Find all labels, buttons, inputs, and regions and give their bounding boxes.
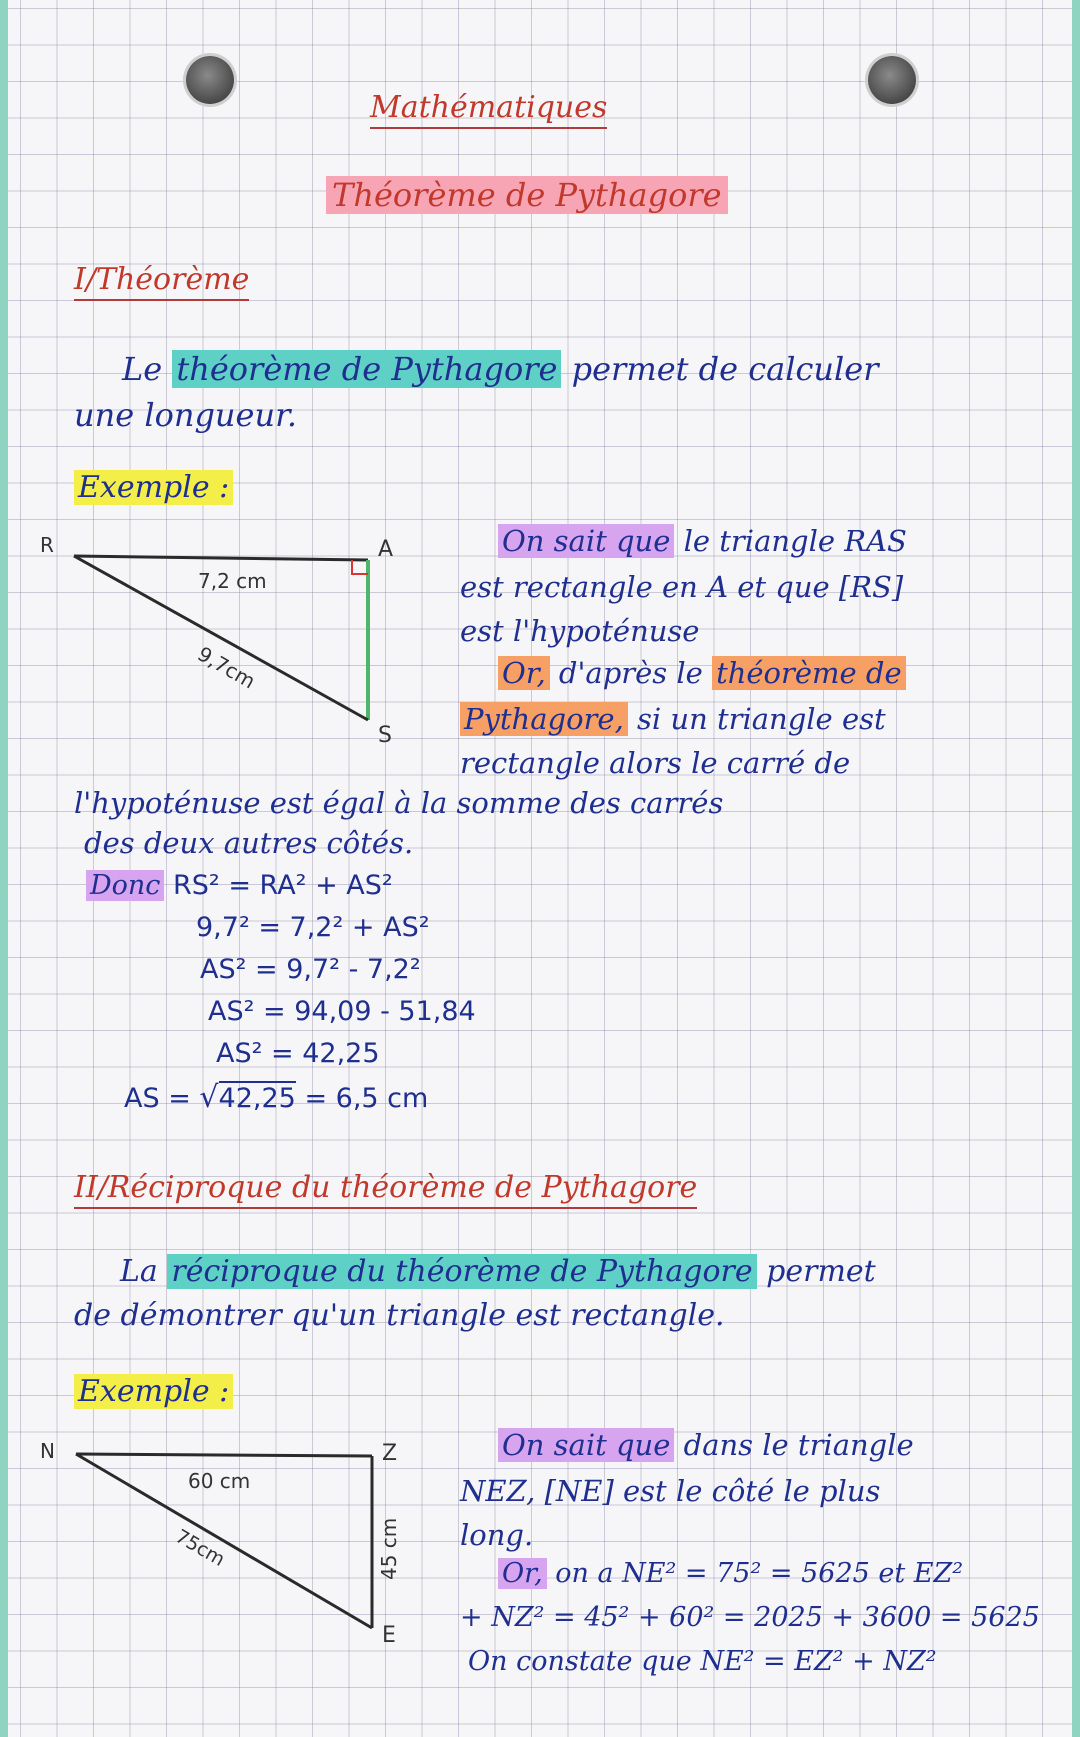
hl-or: Or, — [498, 1558, 547, 1589]
reasoning1-line3: est l'hypoténuse — [460, 614, 700, 648]
calc-text: AS = — [124, 1083, 191, 1114]
section2-intro-line1 — [120, 1254, 876, 1289]
reasoning-text: dans le triangle — [683, 1428, 914, 1462]
section1-intro-line2: une longueur. — [74, 396, 298, 434]
reasoning1-line2: est rectangle en A et que [RS] — [460, 570, 904, 604]
section2-intro-line2: de démontrer qu'un triangle est rectangle. — [74, 1298, 725, 1333]
intro-text: La — [120, 1254, 158, 1289]
hl-theoreme: théorème de — [712, 656, 906, 690]
example-highlight: Exemple : — [74, 1374, 233, 1409]
reasoning2-line6: On constate que NE² = EZ² + NZ² — [468, 1646, 937, 1677]
hl-donc: Donc — [86, 870, 164, 901]
side-ne-length: 75cm — [171, 1525, 229, 1571]
side-nz — [76, 1454, 372, 1456]
intro-highlight: réciproque du théorème de Pythagore — [167, 1254, 756, 1289]
reasoning-text: si un triangle est — [637, 702, 886, 736]
sqrt-symbol: √ — [199, 1080, 219, 1115]
reasoning1-line8: des deux autres côtés. — [84, 826, 414, 860]
vertex-s-label: S — [378, 723, 392, 748]
section1-example-label — [74, 470, 233, 505]
reasoning2-line4 — [498, 1558, 963, 1589]
section1-intro-line1 — [122, 350, 878, 388]
vertex-r-label: R — [40, 533, 54, 557]
calc-line3: AS² = 9,7² - 7,2² — [200, 954, 421, 985]
reasoning1-line5 — [460, 702, 886, 736]
notebook-page — [8, 0, 1072, 1737]
calc-line5: AS² = 42,25 — [216, 1038, 380, 1069]
vertex-a-label: A — [378, 537, 394, 562]
section1-heading: I/Théorème — [74, 262, 249, 301]
reasoning2-line1 — [498, 1428, 914, 1462]
punch-hole-left — [186, 56, 234, 104]
vertex-z-label: Z — [382, 1441, 398, 1466]
punch-hole-right — [868, 56, 916, 104]
side-ra — [74, 556, 368, 560]
reasoning2-line2: NEZ, [NE] est le côté le plus — [460, 1474, 881, 1508]
calc-line6 — [124, 1080, 428, 1115]
calc-line2: 9,7² = 7,2² + AS² — [196, 912, 430, 943]
hl-on-sait-que: On sait que — [498, 524, 674, 558]
side-rs-length: 9,7cm — [193, 641, 260, 694]
right-angle-mark — [352, 560, 368, 574]
reasoning1-line4 — [498, 656, 906, 690]
hl-on-sait-que: On sait que — [498, 1428, 674, 1462]
subject-title: Mathématiques — [370, 90, 607, 129]
vertex-e-label: E — [382, 1623, 396, 1648]
reasoning1-line1 — [498, 524, 907, 558]
intro-text: permet — [766, 1254, 876, 1289]
hl-or: Or, — [498, 656, 550, 690]
triangle-nez-figure — [36, 1430, 416, 1660]
reasoning-text: on a NE² = 75² = 5625 et EZ² — [555, 1558, 964, 1589]
side-nz-length: 60 cm — [188, 1469, 251, 1493]
side-ze-length: 45 cm — [377, 1517, 401, 1580]
hl-pythagore: Pythagore, — [460, 702, 628, 736]
reasoning1-line6: rectangle alors le carré de — [460, 746, 851, 780]
calc-line4: AS² = 94,09 - 51,84 — [208, 996, 476, 1027]
side-ra-length: 7,2 cm — [198, 569, 267, 593]
page-title — [326, 176, 728, 214]
example-highlight: Exemple : — [74, 470, 233, 505]
intro-highlight: théorème de Pythagore — [172, 350, 561, 388]
sqrt-radicand: 42,25 — [218, 1083, 296, 1114]
calc-text: = 6,5 cm — [304, 1083, 429, 1114]
reasoning2-line5: + NZ² = 45² + 60² = 2025 + 3600 = 5625 — [460, 1602, 1040, 1633]
reasoning2-line3: long. — [460, 1518, 534, 1552]
vertex-n-label: N — [40, 1439, 55, 1463]
reasoning1-line7: l'hypoténuse est égal à la somme des carrés — [74, 786, 724, 820]
calc-text: RS² = RA² + AS² — [173, 870, 393, 901]
intro-text: permet de calculer — [571, 350, 879, 388]
title-highlight: Théorème de Pythagore — [326, 176, 728, 214]
section2-heading: II/Réciproque du théorème de Pythagore — [74, 1170, 697, 1209]
reasoning-text: le triangle RAS — [683, 524, 907, 558]
section2-example-label — [74, 1374, 233, 1409]
reasoning-text: d'après le — [558, 656, 703, 690]
intro-text: Le — [122, 350, 163, 388]
calc-line1 — [86, 870, 393, 901]
triangle-ras-figure — [36, 530, 416, 750]
